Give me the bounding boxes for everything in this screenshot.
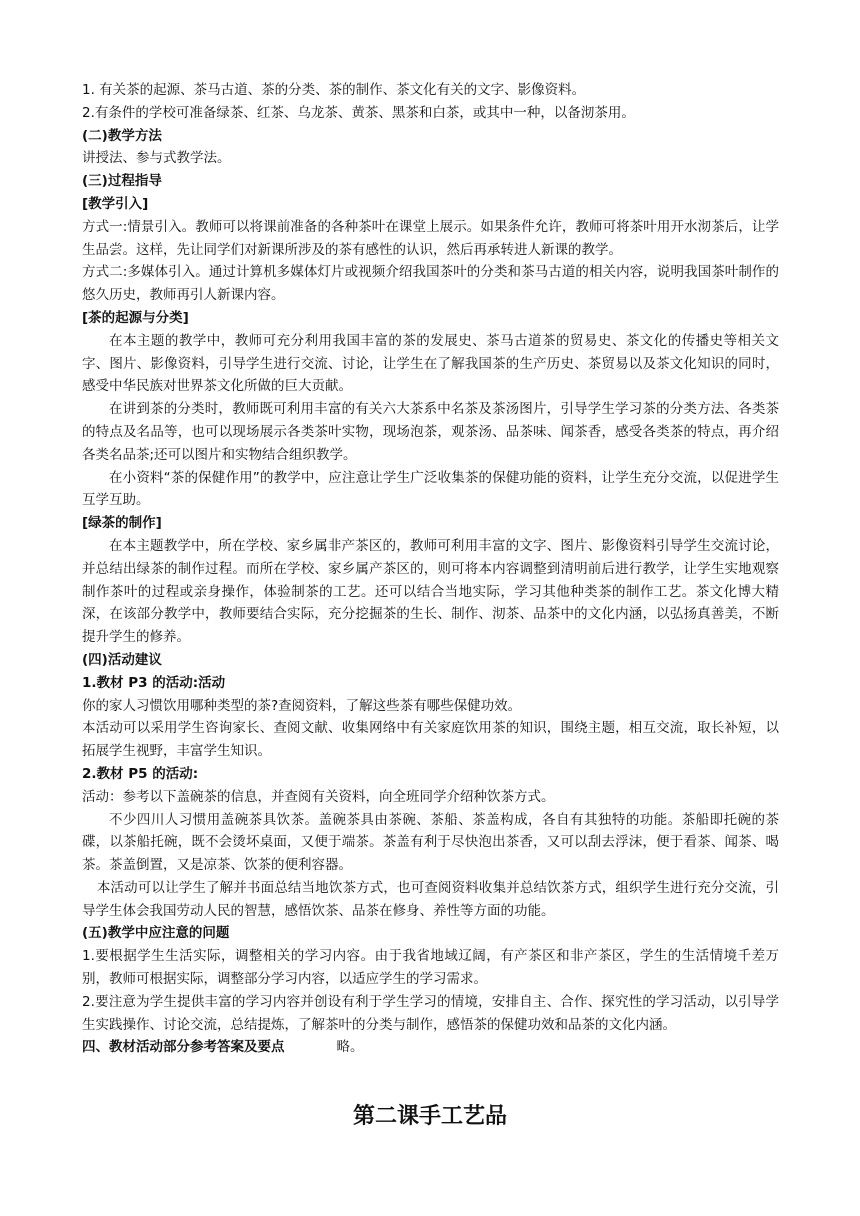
paragraph-origin: 在本主题的教学中，教师可充分利用我国丰富的茶的发展史、茶马古道茶的贸易史、茶文化的传播史等相关文字、图片、影像资料，引导学生进行交流、讨论，让学生在了解我国茶的生产历史、茶贸易以及茶文化知识的同时，感受中华民族对世界茶文化所做的巨大贡献。: [82, 332, 779, 395]
paragraph-health: 在小资料“茶的保健作用”的教学中，应注意让学生广泛收集茶的保健功能的资料，让学生充分交流，以促进学生互学互助。: [82, 469, 779, 509]
paragraph-method-two: 方式二:多媒体引入。通过计算机多媒体灯片或视频介绍我国茶叶的分类和茶马古道的相关内容，说明我国茶叶制作的悠久历史，教师再引人新课内容。: [82, 264, 779, 304]
document-body: [82, 79, 779, 1059]
activity-p5-task: 活动：参考以下盖碗茶的信息，并查阅有关资料，向全班同学介绍种饮茶方式。: [82, 788, 555, 805]
note-item-1: 1.要根据学生生活实际，调整相关的学习内容。由于我省地域辽阔，有产茶区和非产茶区，学生的生活情境千差万别，教师可根据实际，调整部分学习内容，以适应学生的学习需求。: [82, 948, 779, 988]
heading-notes: (五)教学中应注意的问题: [82, 925, 230, 942]
activity-p5-title: 2.教材 P5 的活动:: [82, 765, 199, 782]
heading-process-guide: (三)过程指导: [82, 173, 162, 190]
note-item-2: 2.要注意为学生提供丰富的学习内容并创设有利于学生学习的情境，安排自主、合作、探究性的学习活动，以引导学生实践操作、讨论交流，总结提炼，了解茶叶的分类与制作，感悟茶的保健功效和品茶的文化内涵。: [82, 993, 779, 1033]
subheading-introduction: [教学引入]: [82, 195, 149, 212]
paragraph-activity-summary: 本活动可以让学生了解并书面总结当地饮茶方式，也可查阅资料收集并总结饮茶方式，组织学生进行充分交流，引导学生体会我国劳动人民的智慧，感悟饮茶、品茶在修身、养性等方面的功能。: [82, 879, 779, 919]
material-item-1: 1. 有关茶的起源、茶马古道、茶的分类、茶的制作、茶文化有关的文字、影像资料。: [82, 82, 586, 98]
teaching-method-text: 讲授法、参与式教学法。: [82, 150, 231, 167]
activity-p3-question: 你的家人习惯饮用哪种类型的茶?查阅资料，了解这些茶有哪些保健功效。: [82, 697, 522, 714]
paragraph-method-one: 方式一:情景引入。教师可以将课前准备的各种茶叶在课堂上展示。如果条件允许，教师可将茶叶用开水沏茶后，让学生品尝。这样，先让同学们对新课所涉及的茶有感性的认识，然后再承转进人新课的教学。: [82, 218, 779, 258]
paragraph-green-tea: 在本主题教学中，所在学校、家乡属非产茶区的，教师可利用丰富的文字、图片、影像资料引导学生交流讨论，并总结出绿茶的制作过程。而所在学校、家乡属产茶区的，则可将本内容调整到清明前后进行教学，让学生实地观察制作茶叶的过程或亲身操作，体验制茶的工艺。还可以结合当地实际，学习其他种类茶的制作工艺。茶文化博大精深，在该部分教学中，教师要结合实际，充分挖掘茶的生长、制作、沏茶、品茶中的文化内涵，以弘扬真善美，不断提升学生的修养。: [82, 537, 779, 646]
next-lesson-title: 第二课手工艺品: [352, 1104, 507, 1129]
heading-teaching-method: (二)教学方法: [82, 127, 162, 144]
activity-p3-description: 本活动可以采用学生咨询家长、查阅文献、收集网络中有关家庭饮用茶的知识，围绕主题，相互交流，取长补短，以拓展学生视野，丰富学生知识。: [82, 720, 779, 760]
heading-activity-suggestions: (四)活动建议: [82, 651, 162, 668]
subheading-green-tea: [绿茶的制作]: [82, 515, 162, 532]
section-four-heading: 四、教材活动部分参考答案及要点: [82, 1039, 285, 1056]
section-four-line: [82, 1036, 779, 1059]
paragraph-classification: 在讲到茶的分类时，教师既可利用丰富的有关六大茶系中名茶及茶汤图片，引导学生学习茶的分类方法、各类茶的特点及名品等，也可以现场展示各类茶叶实物，现场泡茶，观茶汤、品茶味、闻茶香，感受各类茶的特点，再介绍各类名品茶;还可以图片和实物结合组织教学。: [82, 401, 779, 463]
subheading-origin-classification: [茶的起源与分类]: [82, 309, 189, 326]
material-item-2: 2.有条件的学校可准备绿茶、红茶、乌龙茶、黄茶、黑茶和白茶，或其中一种，以备沏茶用。: [82, 104, 635, 121]
paragraph-gaiwan: 不少四川人习惯用盖碗茶具饮茶。盖碗茶具由茶碗、茶船、茶盖构成，各自有其独特的功能。茶船即托碗的茶碟，以茶船托碗，既不会烫坏桌面，又便于端茶。茶盖有利于尽快泡出茶香，又可以刮去浮沫，便于看茶、闻茶、喝茶。茶盖倒置，又是凉茶、饮茶的便利容器。: [82, 811, 779, 874]
section-four-note: 略。: [336, 1039, 364, 1056]
activity-p3-title: 1.教材 P3 的活动:活动: [82, 674, 226, 691]
